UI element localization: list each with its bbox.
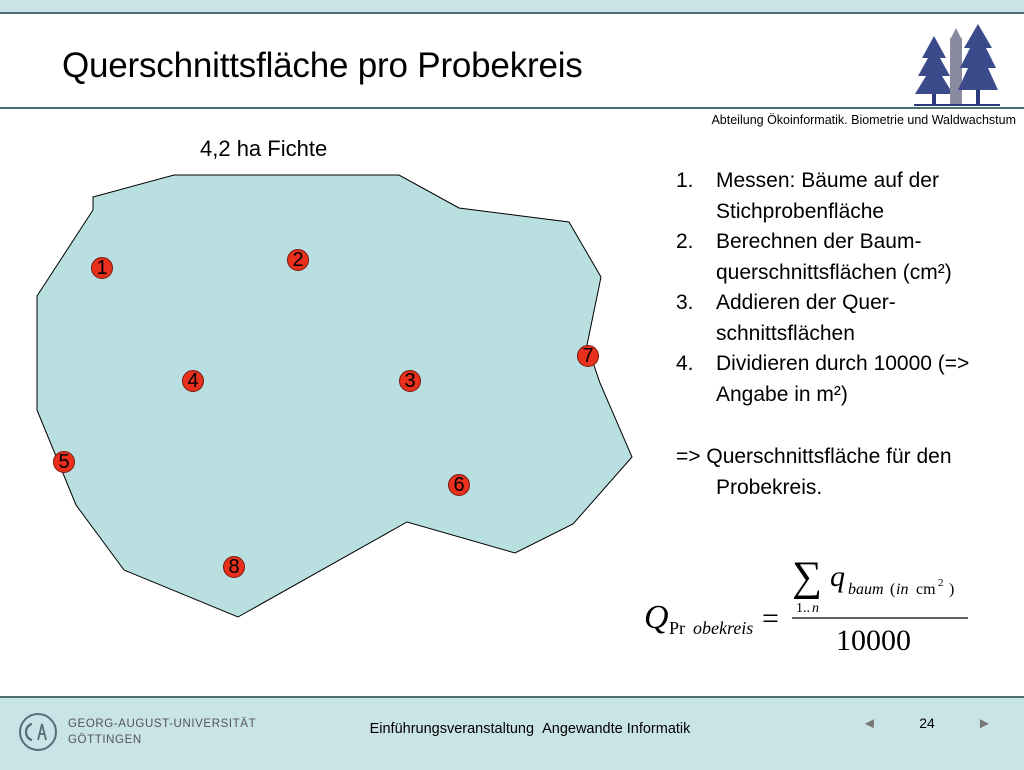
plot-marker-6: 6: [448, 474, 470, 496]
slide-title: Querschnittsfläche pro Probekreis: [62, 46, 583, 85]
formula-sigma: ∑: [792, 554, 822, 600]
step-text: Messen: Bäume auf der Stichprobenfläche: [716, 169, 939, 223]
university-seal-icon: [18, 712, 58, 752]
formula-q-sub-italic: obekreis: [693, 618, 754, 638]
stand-boundary: [37, 175, 632, 617]
step-number: 2.: [676, 230, 694, 253]
formula-sum-sub: baum: [848, 581, 884, 598]
university-name-line1: GEORG-AUGUST-UNIVERSITÄT: [68, 718, 257, 730]
formula-sum-var: q: [830, 560, 845, 593]
plot-marker-2: 2: [287, 249, 309, 271]
step-number: 1.: [676, 169, 694, 192]
step-item: [676, 288, 1016, 349]
formula-sum-sub-paren-close: ): [949, 581, 955, 598]
formula-denominator: 10000: [836, 624, 911, 657]
step-item: [676, 227, 1016, 288]
step-text: Berechnen der Baum-querschnittsflächen (cm²): [716, 230, 952, 284]
steps-list: [676, 166, 1016, 410]
formula-equals: =: [762, 602, 779, 635]
plot-marker-8: 8: [223, 556, 245, 578]
step-item: [676, 349, 1016, 410]
step-number: 3.: [676, 291, 694, 314]
previous-slide-icon[interactable]: ◄: [862, 715, 877, 732]
formula: [640, 548, 980, 668]
spruce-trees-logo: [912, 18, 1002, 108]
course-title-part1: Einführungsveranstaltung: [369, 721, 535, 737]
plot-marker-4: 4: [182, 370, 204, 392]
step-text: Dividieren durch 10000 (=> Angabe in m²): [716, 352, 970, 406]
formula-sum-limits-num: 1..: [796, 601, 810, 616]
formula-sum-limits-n: n: [812, 601, 819, 616]
plot-marker-5: 5: [53, 451, 75, 473]
plot-marker-7: 7: [577, 345, 599, 367]
course-title: [300, 721, 760, 737]
plot-marker-1: 1: [91, 257, 113, 279]
department-label: Abteilung Ökoinformatik. Biometrie und Waldwachstum: [711, 113, 1016, 127]
plot-marker-3: 3: [399, 370, 421, 392]
course-title-part2: Angewandte Informatik: [542, 721, 691, 737]
university-name-line2: GÖTTINGEN: [68, 734, 142, 746]
formula-sum-sub-exp: 2: [938, 577, 944, 589]
area-label: 4,2 ha Fichte: [200, 136, 328, 161]
result-text: => Querschnittsfläche für den Probekreis.: [676, 445, 952, 499]
step-item: [676, 166, 1016, 227]
step-text: Addieren der Quer-schnittsflächen: [716, 291, 896, 345]
formula-q: Q: [644, 599, 669, 636]
formula-sum-sub-unit: cm: [916, 581, 936, 598]
next-slide-icon[interactable]: ►: [977, 715, 992, 732]
formula-sum-sub-paren-open: (: [890, 581, 896, 598]
university-name: [68, 716, 256, 748]
formula-sum-sub-in: in: [896, 581, 909, 598]
page-number: 24: [919, 715, 935, 731]
formula-q-sub-upright: Pr: [669, 618, 686, 638]
step-number: 4.: [676, 352, 694, 375]
